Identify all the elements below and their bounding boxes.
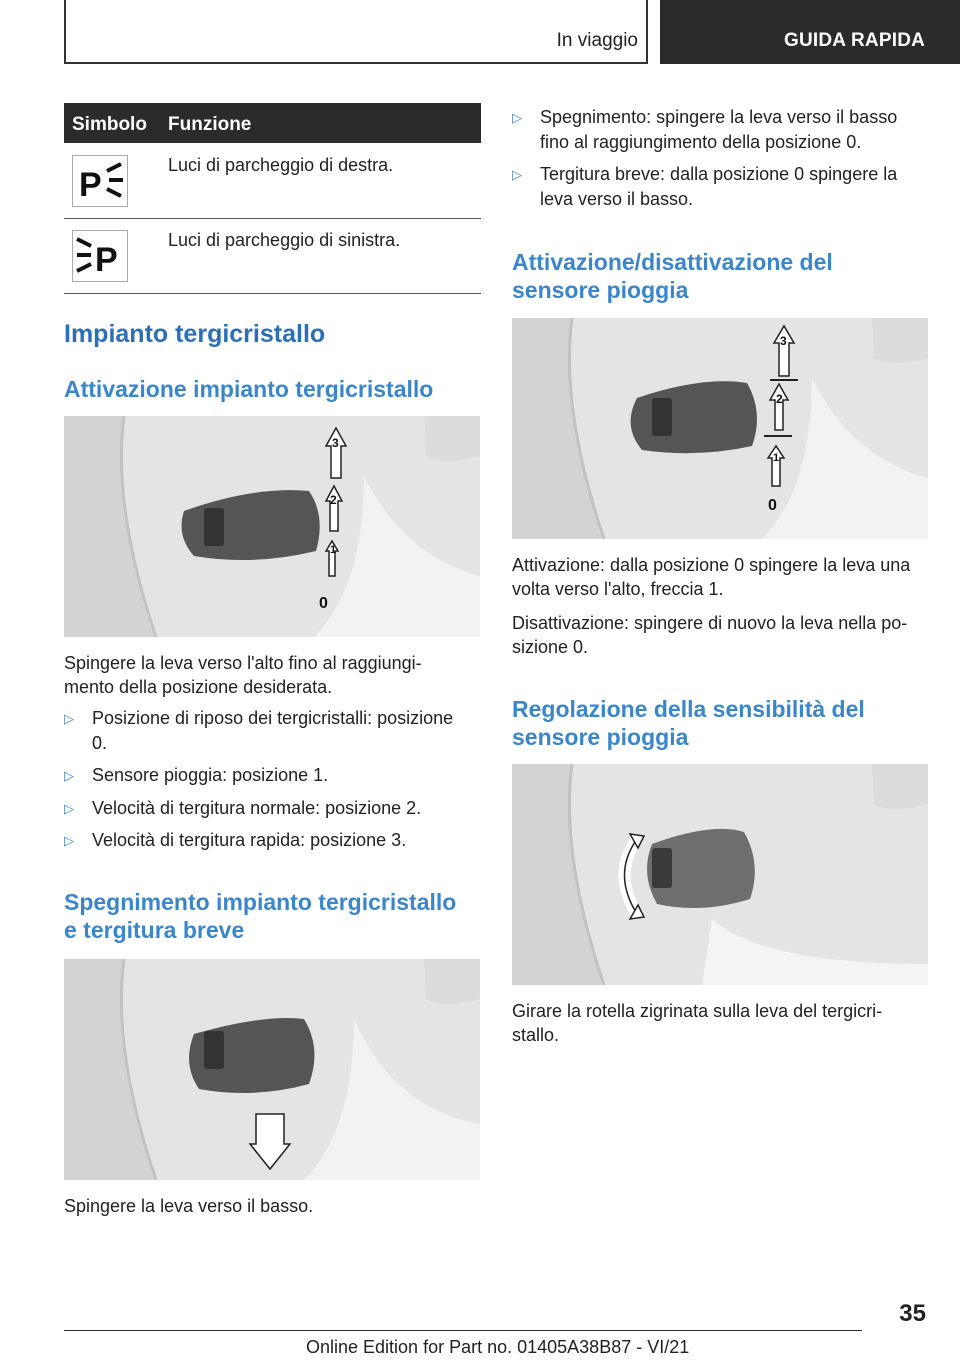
paragraph-rain-activate: [512, 553, 910, 601]
list-item: [64, 763, 328, 788]
subheading-rain-sensor: [512, 248, 833, 304]
text-line: Girare la rotella zigrinata sulla leva del tergicri-: [512, 1001, 883, 1021]
list-item: [512, 105, 897, 155]
text-line: 0.: [92, 733, 108, 753]
text-line: sensore pioggia: [512, 277, 689, 303]
text-line: Velocità di tergitura rapida: posizione 3.: [92, 830, 407, 850]
footer-rule: [64, 1330, 862, 1331]
table-row: [64, 218, 481, 294]
text-line: volta verso l'alto, freccia 1.: [512, 579, 724, 599]
paragraph-off: Spingere la leva verso il basso.: [64, 1196, 314, 1216]
text-line: Spegnimento impianto tergicristallo: [64, 889, 457, 915]
svg-text:0: 0: [319, 595, 328, 612]
svg-text:1: 1: [330, 544, 337, 556]
text-line: Posizione di riposo dei tergicristalli: posizione: [92, 708, 454, 728]
text-line: Spingere la leva verso l'alto fino al raggiungi-: [64, 653, 422, 673]
guide-tab-label: GUIDA RAPIDA: [784, 30, 926, 51]
table-header: [64, 103, 481, 143]
subheading-activate: Attivazione impianto tergicristallo: [64, 376, 434, 402]
paragraph-activate: [64, 651, 422, 699]
bullet-icon: ▷: [64, 768, 74, 783]
wiper-lever-illustration: [64, 416, 480, 637]
paragraph-rain-deactivate: [512, 611, 907, 659]
bullet-icon: ▷: [64, 801, 74, 816]
list-item: [512, 162, 897, 212]
page-number: 35: [899, 1300, 926, 1327]
parking-light-right-icon: [72, 155, 128, 207]
table-row: [64, 143, 481, 219]
text-line: Sensore pioggia: posizione 1.: [92, 765, 329, 785]
text-line: Disattivazione: spingere di nuovo la leva nella po-: [512, 613, 908, 633]
parking-light-left-icon: [72, 230, 128, 282]
text-line: sensore pioggia: [512, 724, 689, 750]
text-line: Attivazione/disattivazione del: [512, 249, 833, 275]
text-line: Spegnimento: spingere la leva verso il basso: [540, 107, 898, 127]
col-function: Funzione: [168, 114, 252, 135]
text-line: Attivazione: dalla posizione 0 spingere la leva una: [512, 555, 911, 575]
list-item: [64, 828, 406, 853]
subheading-off: [64, 888, 456, 944]
text-line: Velocità di tergitura normale: posizione 2.: [92, 798, 422, 818]
text-line: Tergitura breve: dalla posizione 0 spingere la: [540, 164, 898, 184]
list-item: [64, 706, 453, 756]
table-cell-text: Luci di parcheggio di destra.: [168, 155, 394, 175]
text-line: Regolazione della sensibilità del: [512, 696, 865, 722]
svg-text:P: P: [95, 241, 118, 279]
bullet-icon: ▷: [512, 110, 522, 125]
list-item: [64, 796, 421, 821]
text-line: fino al raggiungimento della posizione 0.: [540, 132, 862, 152]
svg-text:2: 2: [776, 392, 783, 406]
col-symbol: Simbolo: [72, 114, 147, 135]
bullet-icon: ▷: [64, 833, 74, 848]
svg-text:3: 3: [780, 334, 787, 348]
section-heading: Impianto tergicristallo: [64, 320, 326, 348]
section-title: In viaggio: [556, 30, 638, 51]
text-line: leva verso il basso.: [540, 189, 694, 209]
edition-note: Online Edition for Part no. 01405A38B87 - VI/21: [306, 1337, 690, 1357]
subheading-sensitivity: [512, 695, 865, 751]
guide-tab: [660, 0, 960, 64]
bullet-icon: ▷: [512, 167, 522, 182]
svg-text:2: 2: [330, 493, 337, 507]
text-line: e tergitura breve: [64, 917, 245, 943]
svg-text:0: 0: [768, 497, 777, 514]
sensitivity-wheel-illustration: [512, 764, 928, 985]
paragraph-sensitivity: [512, 999, 882, 1047]
wiper-lever-down-illustration: [64, 959, 480, 1180]
text-line: stallo.: [512, 1025, 560, 1045]
table-cell-text: Luci di parcheggio di sinistra.: [168, 230, 401, 250]
svg-text:1: 1: [773, 452, 780, 464]
text-line: mento della posizione desiderata.: [64, 677, 333, 697]
bullet-icon: ▷: [64, 711, 74, 726]
text-line: sizione 0.: [512, 637, 589, 657]
svg-text:P: P: [79, 166, 102, 204]
svg-text:3: 3: [332, 436, 339, 450]
rain-sensor-illustration: [512, 318, 928, 539]
